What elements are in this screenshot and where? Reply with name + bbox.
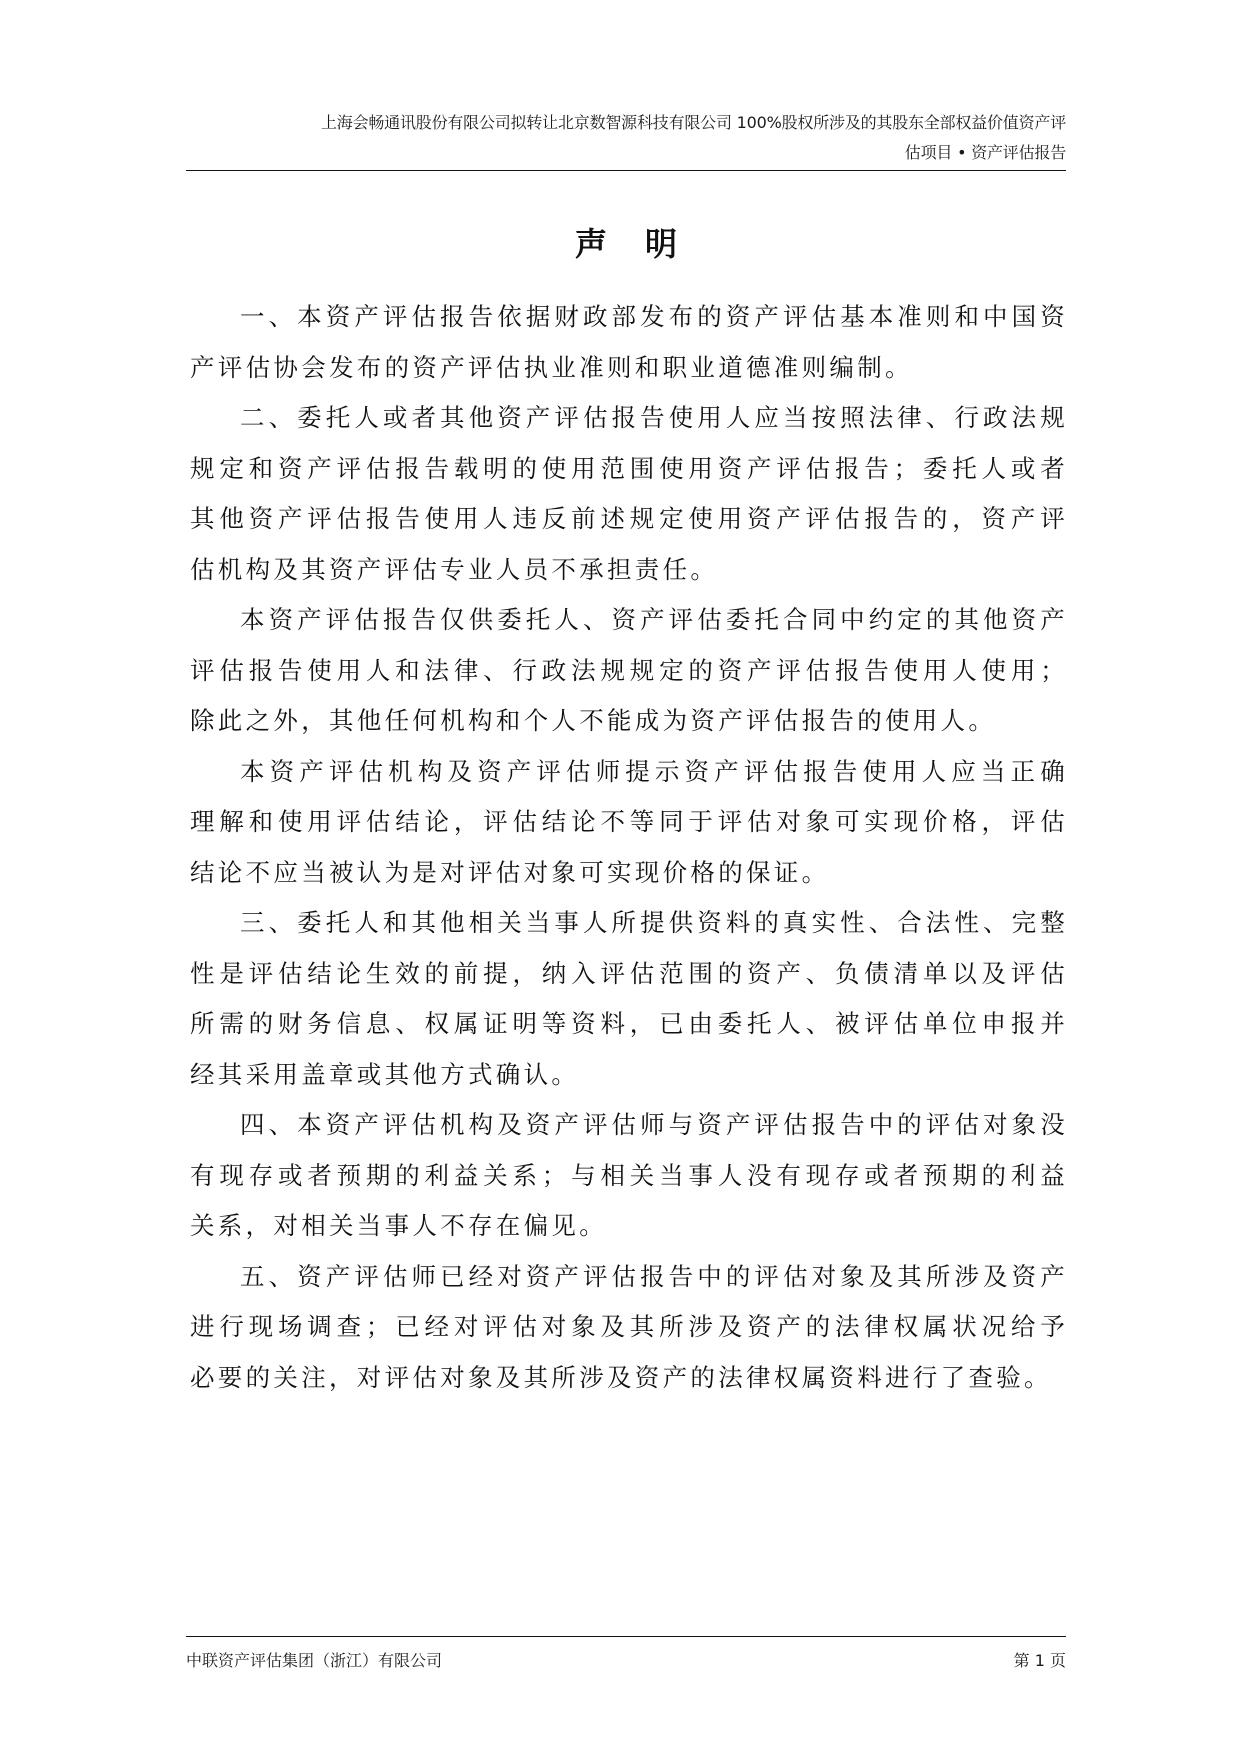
paragraph-4 [190,747,1068,899]
paragraph-2 [190,393,1068,595]
text-line: 四、本资产评估机构及资产评估师与资产评估报告中的评估对象没 [240,1110,1068,1139]
document-body [190,292,1068,1403]
text-line: 理解和使用评估结论，评估结论不等同于评估对象可实现价格，评估 [190,807,1068,836]
text-line: 性是评估结论生效的前提，纳入评估范围的资产、负债清单以及评估 [190,958,1068,988]
text-line: 估机构及其资产评估专业人员不承担责任。 [190,554,719,584]
text-line: 所需的财务信息、权属证明等资料，已由委托人、被评估单位申报并 [190,1009,1068,1038]
running-footer [186,1648,1066,1674]
text-line: 产评估协会发布的资产评估执业准则和职业道德准则编制。 [190,352,913,382]
paragraph-1 [190,292,1068,393]
paragraph-5 [190,898,1068,1100]
paragraph-7 [190,1252,1068,1404]
document-title: 声明 [574,225,715,263]
text-line: 经其采用盖章或其他方式确认。 [190,1059,580,1089]
text-line: 其他资产评估报告使用人违反前述规定使用资产评估报告的，资产评 [190,504,1068,533]
page-number: 第 1 页 [1013,1651,1066,1670]
text-line: 二、委托人或者其他资产评估报告使用人应当按照法律、行政法规 [240,403,1068,432]
header-line-1: 上海会畅通讯股份有限公司拟转让北京数智源科技有限公司 100%股权所涉及的其股东全部权益价值资产评 [320,113,1066,132]
text-line: 三、委托人和其他相关当事人所提供资料的真实性、合法性、完整 [240,908,1068,937]
text-line: 关系，对相关当事人不存在偏见。 [190,1211,607,1240]
text-line: 结论不应当被认为是对评估对象可实现价格的保证。 [190,857,830,887]
header-line-2: 估项目 • 资产评估报告 [904,143,1066,162]
text-line: 进行现场调查；已经对评估对象及其所涉及资产的法律权属状况给予 [190,1312,1068,1341]
footer-company: 中联资产评估集团（浙江）有限公司 [186,1651,443,1670]
text-line: 除此之外，其他任何机构和个人不能成为资产评估报告的使用人。 [190,706,997,735]
text-line: 评估报告使用人和法律、行政法规规定的资产评估报告使用人使用； [190,655,1068,685]
text-line: 规定和资产评估报告载明的使用范围使用资产评估报告；委托人或者 [190,453,1068,483]
text-line: 一、本资产评估报告依据财政部发布的资产评估基本准则和中国资 [240,302,1068,331]
text-line: 本资产评估机构及资产评估师提示资产评估报告使用人应当正确 [240,756,1068,786]
footer-divider [186,1636,1066,1637]
text-line: 本资产评估报告仅供委托人、资产评估委托合同中约定的其他资产 [240,605,1068,634]
header-divider [186,170,1066,171]
running-header [186,108,1066,168]
text-line: 必要的关注，对评估对象及其所涉及资产的法律权属资料进行了查验。 [190,1362,1052,1392]
paragraph-3 [190,595,1068,747]
text-line: 五、资产评估师已经对资产评估报告中的评估对象及其所涉及资产 [240,1261,1068,1291]
text-line: 有现存或者预期的利益关系；与相关当事人没有现存或者预期的利益 [190,1160,1068,1190]
paragraph-6 [190,1100,1068,1252]
